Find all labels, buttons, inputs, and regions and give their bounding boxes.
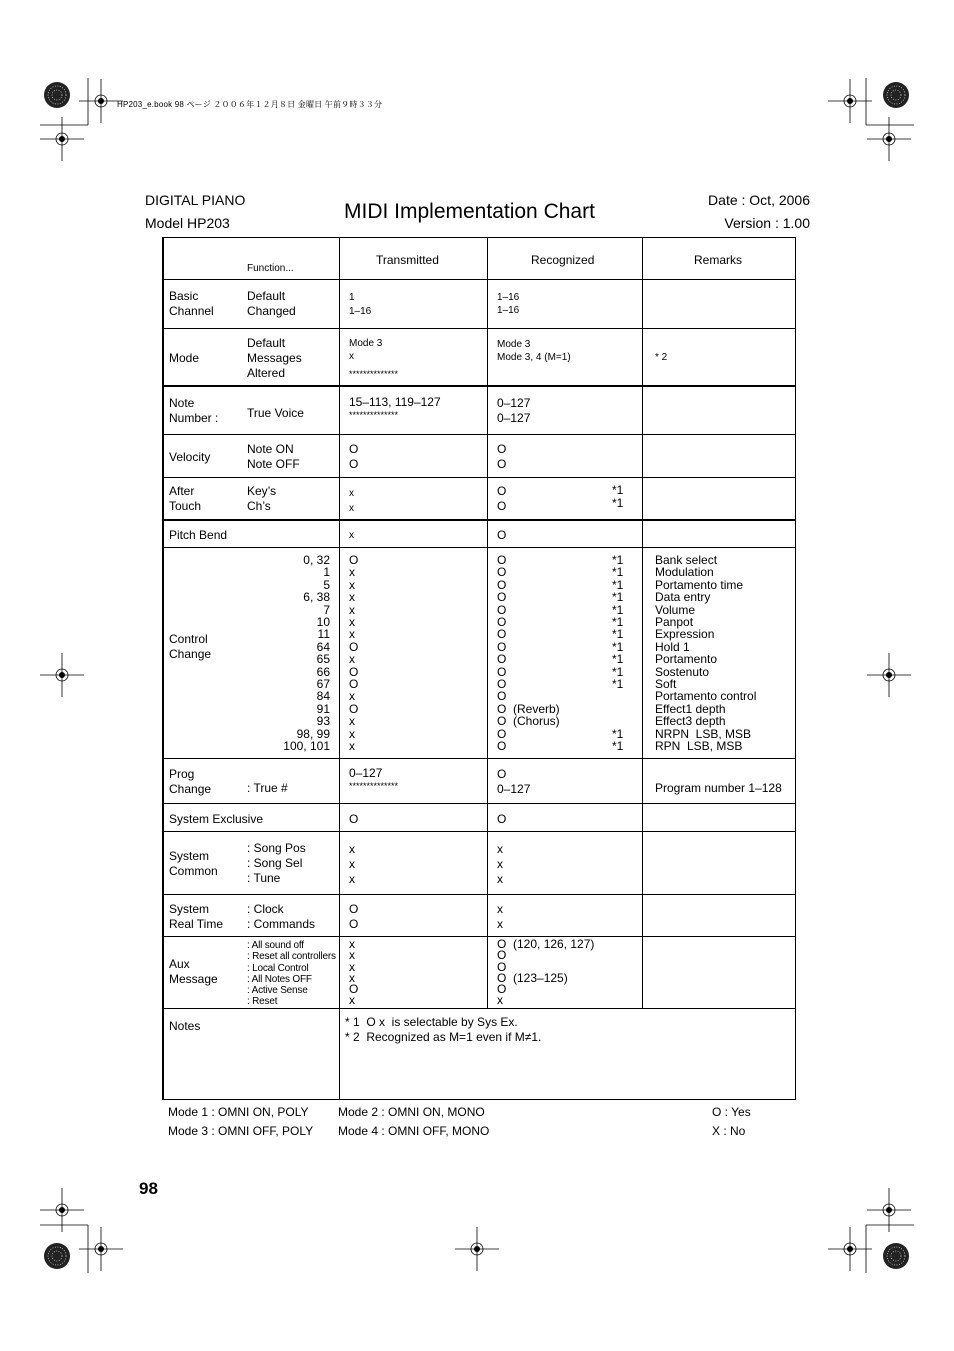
header-recognized: Recognized: [531, 253, 595, 267]
row-label-mode: Mode: [169, 351, 200, 365]
sub-after-touch: Key’s Ch’s: [247, 484, 277, 513]
notes-text: * 1 O x is selectable by Sys Ex. * 2 Recognized as M=1 even if M≠1.: [345, 1015, 542, 1044]
header-transmitted: Transmitted: [376, 253, 439, 267]
row-label-pitch-bend: Pitch Bend: [169, 528, 228, 542]
tx-system-common: x x x: [349, 842, 355, 886]
row-label-aux-message: Aux Message: [169, 957, 218, 986]
tx-pitch-bend: x: [349, 530, 354, 541]
header-remarks: Remarks: [694, 253, 743, 267]
row-label-after-touch: After Touch: [169, 484, 202, 513]
tx-basic-channel: 1 1–16: [349, 292, 372, 317]
remarks-mode: * 2: [655, 352, 668, 363]
rx-mode: Mode 3 Mode 3, 4 (M=1): [497, 339, 571, 363]
row-label-system-real-time: System Real Time: [169, 902, 224, 931]
midi-implementation-table: [162, 237, 796, 1100]
legend-mode1: Mode 1 : OMNI ON, POLY: [168, 1105, 309, 1119]
rx-system-exclusive: O: [497, 812, 507, 826]
sub-system-real-time: : Clock : Commands: [247, 902, 316, 931]
rx-system-common: x x x: [497, 842, 503, 886]
rx-control-change-notes: *1 *1 *1 *1 *1 *1 *1 *1 *1 *1 *1 *1 *1: [612, 553, 624, 754]
col-divider: [339, 238, 340, 1099]
row-label-velocity: Velocity: [169, 450, 211, 464]
tx-system-exclusive: O: [349, 812, 359, 826]
row-label-system-common: System Common: [169, 849, 218, 878]
sub-prog-change: : True #: [247, 781, 288, 795]
tx-control-change: O x x x x x x O x O O x O x x x: [349, 553, 359, 754]
tx-system-real-time: O O: [349, 902, 359, 931]
rx-velocity: O O: [497, 442, 507, 471]
rx-prog-change: O 0–127: [497, 767, 531, 796]
rx-aux-message: O (120, 126, 127) O O O (123–125) O x: [497, 937, 595, 1008]
rx-after-touch: O O: [497, 484, 507, 513]
tx-mode-altered: **************: [349, 369, 399, 379]
sub-aux-message: : All sound off : Reset all controllers : Local Control : All Notes OFF : Active Sense : Reset: [247, 940, 336, 1008]
tx-note-number-stars: **************: [349, 410, 399, 420]
page-title: MIDI Implementation Chart: [344, 200, 595, 223]
sub-mode: Default Messages Altered: [247, 336, 302, 380]
tx-after-touch: x x: [349, 488, 354, 514]
tx-note-number: 15–113, 119–127: [349, 395, 441, 409]
row-label-prog-change: Prog Change: [169, 767, 212, 796]
header-function: Function...: [247, 263, 294, 274]
row-label-note-number: Note Number :: [169, 396, 219, 425]
row-label-notes: Notes: [169, 1019, 201, 1033]
sub-system-common: : Song Pos : Song Sel : Tune: [247, 841, 306, 885]
remarks-prog-change: Program number 1–128: [655, 781, 782, 795]
rx-pitch-bend: O: [497, 528, 507, 542]
cc-numbers: 0, 32 1 5 6, 38 7 10 11 64 65 66 67 84 91 93 98, 99 100, 101: [283, 553, 330, 754]
print-info: HP203_e.book 98 ページ ２００６年１２月８日 金曜日 午前９時３３分: [117, 100, 383, 109]
rx-system-real-time: x x: [497, 902, 503, 931]
tx-prog-change: 0–127: [349, 766, 383, 780]
sub-velocity: Note ON Note OFF: [247, 442, 300, 471]
legend-yes: O : Yes: [712, 1105, 751, 1119]
legend-mode3: Mode 3 : OMNI OFF, POLY: [168, 1124, 314, 1138]
rx-after-touch-notes: *1 *1: [612, 483, 624, 510]
legend-mode2: Mode 2 : OMNI ON, MONO: [338, 1105, 485, 1119]
legend-no: X : No: [712, 1124, 746, 1138]
page-number: 98: [139, 1179, 158, 1198]
row-label-control-change: Control Change: [169, 632, 212, 661]
tx-aux-message: x x x x O x: [349, 937, 359, 1008]
rx-control-change: O O O O O O O O O O O O O (Reverb) O (Chorus) O O: [497, 553, 560, 754]
version-label: Version : 1.00: [724, 215, 810, 231]
tx-mode-messages: x: [349, 351, 354, 362]
sub-basic-channel: Default Changed: [247, 289, 296, 318]
tx-mode-default: Mode 3: [349, 338, 383, 349]
tx-prog-change-stars: **************: [349, 781, 399, 791]
rx-basic-channel: 1–16 1–16: [497, 292, 520, 316]
legend-mode4: Mode 4 : OMNI OFF, MONO: [338, 1124, 490, 1138]
date-label: Date : Oct, 2006: [708, 192, 810, 208]
sub-note-number: True Voice: [247, 406, 304, 420]
product-name: DIGITAL PIANO: [145, 192, 246, 208]
model-name: Model HP203: [145, 215, 230, 231]
rx-note-number: 0–127 0–127: [497, 396, 531, 425]
remarks-control-change: Bank select Modulation Portamento time Data entry Volume Panpot Expression Hold 1 Portamento Sostenuto Soft Portamento control Effect1 depth Effect3 depth NRPN LSB, MSB RPN LSB, MSB: [655, 553, 757, 754]
tx-velocity: O O: [349, 442, 359, 471]
row-label-system-exclusive: System Exclusive: [169, 812, 264, 826]
row-label-basic-channel: Basic Channel: [169, 289, 214, 318]
